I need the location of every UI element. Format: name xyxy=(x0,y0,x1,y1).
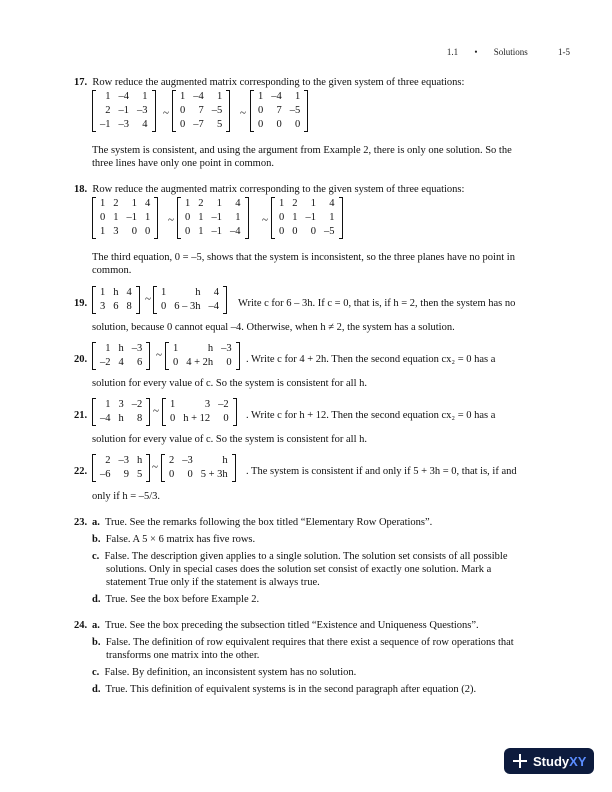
matrix-cell: 0 xyxy=(131,226,137,237)
matrix-left-bracket xyxy=(250,90,254,132)
matrix-cell: 8 xyxy=(126,301,132,312)
p22-side-text: . The system is consistent if and only if 5 + 3h = 0, that is, if and xyxy=(246,466,517,477)
p24-part-d: d. True. This definition of equivalent systems is in the second paragraph after equation (2). xyxy=(92,684,477,695)
matrix-row xyxy=(96,398,146,412)
matrix-cell: 0 xyxy=(276,119,282,130)
matrix-left-bracket xyxy=(162,398,166,426)
matrix-cell: –3 xyxy=(118,455,129,466)
matrix-right-bracket xyxy=(232,454,236,482)
matrix-left-bracket xyxy=(165,342,169,370)
matrix-cell: 1 xyxy=(113,212,119,223)
matrix-cell: 1 xyxy=(198,226,204,237)
row-equivalent-tilde: ~ xyxy=(156,349,162,361)
matrix-right-bracket xyxy=(152,90,156,132)
matrix-cell: h xyxy=(222,455,228,466)
matrix-cell: 1 xyxy=(100,198,106,209)
p20-matrix-1 xyxy=(92,342,150,370)
matrix-cell: –5 xyxy=(289,105,301,116)
matrix-cell: –4 xyxy=(118,91,129,102)
matrix-cell: –1 xyxy=(100,119,111,130)
matrix-row xyxy=(157,286,223,300)
matrix-row xyxy=(275,225,339,239)
matrix-entries xyxy=(96,90,152,132)
matrix-row xyxy=(96,342,146,356)
matrix-cell: –4 xyxy=(208,301,219,312)
matrix-cell: –1 xyxy=(305,212,316,223)
matrix-entries xyxy=(96,342,146,370)
p22-matrix-1 xyxy=(92,454,150,482)
matrix-cell: –3 xyxy=(131,343,143,354)
p23-part-d: d. True. See the box before Example 2. xyxy=(92,594,260,605)
matrix-left-bracket xyxy=(92,286,96,314)
p17-matrix-3 xyxy=(250,90,308,132)
row-equivalent-tilde: ~ xyxy=(163,107,169,119)
matrix-row xyxy=(96,104,152,118)
matrix-right-bracket xyxy=(245,197,249,239)
matrix-row xyxy=(96,454,146,468)
matrix-row xyxy=(169,342,236,356)
p21-text-1: solution for every value of c. So the system is consistent for all h. xyxy=(92,434,367,445)
p19-text-1: solution, because 0 cannot equal –4. Otherwise, when h ≠ 2, the system has a solution. xyxy=(92,322,455,333)
matrix-cell: 0 xyxy=(295,119,301,130)
matrix-right-bracket xyxy=(154,197,158,239)
matrix-cell: h + 12 xyxy=(183,413,211,424)
matrix-entries xyxy=(96,398,146,426)
p19-matrix-2 xyxy=(153,286,227,314)
p23-part-c: c. False. The description given applies to a single solution. The solution set consists of all possible xyxy=(92,551,508,562)
row-equivalent-tilde: ~ xyxy=(262,214,268,226)
matrix-cell: 1 xyxy=(131,198,137,209)
matrix-row xyxy=(176,118,226,132)
matrix-row xyxy=(96,356,146,370)
matrix-row xyxy=(254,118,304,132)
matrix-right-bracket xyxy=(233,398,237,426)
matrix-cell: 4 xyxy=(142,119,148,130)
matrix-cell: 7 xyxy=(198,105,204,116)
row-equivalent-tilde: ~ xyxy=(153,405,159,417)
studyxy-logo xyxy=(504,748,594,774)
p20-side-text: . Write c for 4 + 2h. Then the second equation cx₂ = 0 has a xyxy=(246,354,496,365)
matrix-cell: –1 xyxy=(211,226,222,237)
matrix-row xyxy=(166,398,233,412)
matrix-cell: 1 xyxy=(216,198,222,209)
p19-matrix-1 xyxy=(92,286,140,314)
matrix-left-bracket xyxy=(92,90,96,132)
matrix-cell: 4 xyxy=(118,357,124,368)
matrix-cell: –4 xyxy=(271,91,282,102)
matrix-entries xyxy=(275,197,339,239)
matrix-row xyxy=(96,197,154,211)
p21-matrix-1 xyxy=(92,398,150,426)
matrix-cell: 0 xyxy=(180,119,186,130)
matrix-cell: 0 xyxy=(173,357,179,368)
matrix-row xyxy=(169,356,236,370)
matrix-left-bracket xyxy=(161,454,165,482)
matrix-cell: 9 xyxy=(123,469,129,480)
matrix-entries xyxy=(181,197,245,239)
matrix-cell: 3 xyxy=(100,301,106,312)
matrix-cell: 4 xyxy=(329,198,335,209)
matrix-cell: –6 xyxy=(100,469,111,480)
matrix-cell: –4 xyxy=(193,91,204,102)
matrix-cell: 0 xyxy=(292,226,298,237)
matrix-cell: 1 xyxy=(185,198,191,209)
matrix-row xyxy=(96,90,152,104)
matrix-left-bracket xyxy=(92,342,96,370)
matrix-right-bracket xyxy=(146,398,150,426)
matrix-cell: 1 xyxy=(310,198,316,209)
matrix-entries xyxy=(176,90,226,132)
matrix-row xyxy=(166,412,233,426)
matrix-cell: 2 xyxy=(198,198,204,209)
problem-24-number: 24. xyxy=(74,620,88,631)
p21-matrix-2 xyxy=(162,398,237,426)
matrix-cell: 0 xyxy=(169,469,175,480)
matrix-cell: –5 xyxy=(324,226,335,237)
p21-side-text: . Write c for h + 12. Then the second equation cx₂ = 0 has a xyxy=(246,410,496,421)
matrix-cell: 0 xyxy=(185,212,191,223)
matrix-entries xyxy=(96,197,154,239)
matrix-entries xyxy=(96,454,146,482)
p18-text-1: The third equation, 0 = –5, shows that the system is inconsistent, so the three planes have no point in xyxy=(92,252,515,263)
matrix-cell: 2 xyxy=(113,198,119,209)
matrix-row xyxy=(181,211,245,225)
matrix-left-bracket xyxy=(177,197,181,239)
problem-19-number: 19. xyxy=(74,298,88,309)
running-header xyxy=(433,47,570,57)
matrix-cell: –3 xyxy=(137,105,148,116)
matrix-left-bracket xyxy=(92,197,96,239)
matrix-cell: h xyxy=(118,413,124,424)
matrix-cell: 0 xyxy=(185,226,191,237)
matrix-row xyxy=(181,197,245,211)
matrix-row xyxy=(181,225,245,239)
matrix-row xyxy=(96,286,136,300)
matrix-cell: 1 xyxy=(105,91,111,102)
p23-part-b: b. False. A 5 × 6 matrix has five rows. xyxy=(92,534,256,545)
matrix-left-bracket xyxy=(153,286,157,314)
matrix-cell: –4 xyxy=(230,226,241,237)
p17-text-2: three lines have only one point in common. xyxy=(92,158,274,169)
matrix-cell: h xyxy=(195,287,201,298)
matrix-cell: 5 + 3h xyxy=(200,469,228,480)
matrix-cell: h xyxy=(113,287,119,298)
matrix-cell: 0 xyxy=(223,413,229,424)
problem-21-number: 21. xyxy=(74,410,88,421)
matrix-left-bracket xyxy=(271,197,275,239)
matrix-cell: –1 xyxy=(211,212,222,223)
matrix-cell: 1 xyxy=(142,91,148,102)
p24-part-c: c. False. By definition, an inconsistent system has no solution. xyxy=(92,667,357,678)
header-section: 1.1 xyxy=(446,47,459,57)
matrix-row xyxy=(275,211,339,225)
matrix-row xyxy=(176,90,226,104)
matrix-row xyxy=(254,90,304,104)
p23-part-c-line-3: statement True only if the statement is always true. xyxy=(106,577,320,588)
matrix-cell: 0 xyxy=(258,119,264,130)
matrix-cell: 0 xyxy=(226,357,232,368)
matrix-entries xyxy=(96,286,136,314)
matrix-cell: –4 xyxy=(100,413,111,424)
matrix-right-bracket xyxy=(146,454,150,482)
matrix-cell: 3 xyxy=(113,226,119,237)
matrix-cell: 4 + 2h xyxy=(186,357,214,368)
matrix-row xyxy=(254,104,304,118)
matrix-cell: 2 xyxy=(105,455,111,466)
p22-text-1: only if h = –5/3. xyxy=(92,491,161,502)
matrix-cell: 0 xyxy=(100,212,106,223)
matrix-cell: 0 xyxy=(180,105,186,116)
matrix-row xyxy=(96,211,154,225)
matrix-cell: 4 xyxy=(213,287,219,298)
matrix-cell: –5 xyxy=(211,105,223,116)
matrix-cell: 0 xyxy=(258,105,264,116)
matrix-left-bracket xyxy=(92,398,96,426)
matrix-cell: –1 xyxy=(126,212,137,223)
p20-matrix-2 xyxy=(165,342,240,370)
matrix-entries xyxy=(165,454,232,482)
matrix-cell: 0 xyxy=(161,301,167,312)
matrix-left-bracket xyxy=(92,454,96,482)
matrix-cell: 0 xyxy=(279,212,285,223)
matrix-right-bracket xyxy=(223,286,227,314)
matrix-left-bracket xyxy=(172,90,176,132)
matrix-cell: h xyxy=(207,343,214,354)
matrix-cell: 1 xyxy=(161,287,167,298)
p17-matrix-2 xyxy=(172,90,230,132)
matrix-cell: –3 xyxy=(118,119,129,130)
matrix-row xyxy=(275,197,339,211)
p24-part-b: b. False. The definition of row equivalent requires that there exist a sequence of row operations that xyxy=(92,637,514,648)
matrix-cell: 1 xyxy=(145,212,151,223)
matrix-cell: 4 xyxy=(235,198,241,209)
matrix-cell: 5 xyxy=(217,119,223,130)
problem-18-intro: 18. Row reduce the augmented matrix corresponding to the given system of three equations: xyxy=(74,184,465,195)
p18-text-2: common. xyxy=(92,265,132,276)
matrix-row xyxy=(96,225,154,239)
logo-text: StudyXY xyxy=(533,753,587,769)
matrix-row xyxy=(165,454,232,468)
matrix-row xyxy=(176,104,226,118)
matrix-cell: 0 xyxy=(279,226,285,237)
matrix-cell: 0 xyxy=(145,226,151,237)
matrix-entries xyxy=(166,398,233,426)
row-equivalent-tilde: ~ xyxy=(240,107,246,119)
matrix-cell: –2 xyxy=(131,399,143,410)
p17-matrix-1 xyxy=(92,90,156,132)
matrix-row xyxy=(96,300,136,314)
matrix-cell: 1 xyxy=(105,399,111,410)
matrix-cell: 2 xyxy=(169,455,175,466)
matrix-right-bracket xyxy=(304,90,308,132)
matrix-cell: 6 xyxy=(137,357,143,368)
matrix-row xyxy=(165,468,232,482)
matrix-cell: –7 xyxy=(193,119,204,130)
matrix-cell: 5 xyxy=(137,469,143,480)
problem-17-intro: 17. Row reduce the augmented matrix corresponding to the given system of three equations: xyxy=(74,77,465,88)
matrix-cell: 1 xyxy=(100,226,106,237)
p19-side-text: Write c for 6 – 3h. If c = 0, that is, if h = 2, then the system has no xyxy=(238,298,516,309)
matrix-entries xyxy=(254,90,304,132)
matrix-right-bracket xyxy=(146,342,150,370)
p18-matrix-1 xyxy=(92,197,158,239)
matrix-cell: 1 xyxy=(170,399,176,410)
matrix-right-bracket xyxy=(236,342,240,370)
matrix-entries xyxy=(169,342,236,370)
problem-22-number: 22. xyxy=(74,466,88,477)
matrix-cell: 1 xyxy=(217,91,223,102)
matrix-cell: 1 xyxy=(292,212,298,223)
matrix-cell: 1 xyxy=(173,343,179,354)
matrix-right-bracket xyxy=(136,286,140,314)
p18-matrix-3 xyxy=(271,197,343,239)
matrix-cell: –2 xyxy=(218,399,229,410)
plus-icon xyxy=(513,754,527,768)
problem-23-number: 23. xyxy=(74,517,88,528)
matrix-cell: 1 xyxy=(105,343,111,354)
matrix-cell: 1 xyxy=(198,212,204,223)
matrix-cell: 4 xyxy=(145,198,151,209)
matrix-cell: –1 xyxy=(118,105,129,116)
matrix-cell: 1 xyxy=(258,91,264,102)
matrix-cell: 1 xyxy=(329,212,335,223)
p20-text-1: solution for every value of c. So the system is consistent for all h. xyxy=(92,378,367,389)
matrix-right-bracket xyxy=(339,197,343,239)
matrix-cell: 2 xyxy=(292,198,298,209)
matrix-cell: –2 xyxy=(100,357,111,368)
matrix-cell: 0 xyxy=(187,469,193,480)
matrix-cell: 0 xyxy=(170,413,176,424)
matrix-row xyxy=(96,468,146,482)
matrix-cell: –3 xyxy=(221,343,232,354)
matrix-cell: h xyxy=(118,343,124,354)
matrix-cell: 1 xyxy=(279,198,285,209)
matrix-cell: –3 xyxy=(182,455,193,466)
p24-part-b-line-2: transforms one matrix into the other. xyxy=(106,650,260,661)
matrix-cell: 1 xyxy=(100,287,106,298)
matrix-cell: 6 xyxy=(113,301,119,312)
header-bullet: • xyxy=(474,47,478,57)
p18-matrix-2 xyxy=(177,197,249,239)
matrix-row xyxy=(96,118,152,132)
p23-part-c-line-2: solutions. Only in special cases does the solution set consist of exactly one solution. Mark a xyxy=(106,564,492,575)
p22-matrix-2 xyxy=(161,454,236,482)
matrix-cell: 1 xyxy=(295,91,301,102)
row-equivalent-tilde: ~ xyxy=(145,293,151,305)
matrix-cell: 1 xyxy=(180,91,186,102)
p17-text-1: The system is consistent, and using the argument from Example 2, there is only one solution. So the xyxy=(92,145,512,156)
p23-part-a: a. True. See the remarks following the box titled “Elementary Row Operations”. xyxy=(92,517,433,528)
header-title: Solutions xyxy=(493,47,528,57)
matrix-cell: 8 xyxy=(137,413,143,424)
matrix-cell: 7 xyxy=(276,105,282,116)
matrix-entries xyxy=(157,286,223,314)
row-equivalent-tilde: ~ xyxy=(168,214,174,226)
problem-20-number: 20. xyxy=(74,354,88,365)
matrix-cell: 4 xyxy=(126,287,132,298)
matrix-cell: 3 xyxy=(118,399,124,410)
matrix-cell: h xyxy=(137,455,143,466)
matrix-right-bracket xyxy=(226,90,230,132)
matrix-cell: 2 xyxy=(105,105,111,116)
p24-part-a: a. True. See the box preceding the subsection titled “Existence and Uniqueness Questions”. xyxy=(92,620,479,631)
row-equivalent-tilde: ~ xyxy=(152,461,158,473)
matrix-row xyxy=(96,412,146,426)
matrix-cell: 6 – 3h xyxy=(174,301,201,312)
matrix-cell: 0 xyxy=(310,226,316,237)
matrix-cell: 1 xyxy=(235,212,241,223)
header-page: 1-5 xyxy=(558,47,570,57)
matrix-row xyxy=(157,300,223,314)
matrix-cell: 3 xyxy=(204,399,211,410)
